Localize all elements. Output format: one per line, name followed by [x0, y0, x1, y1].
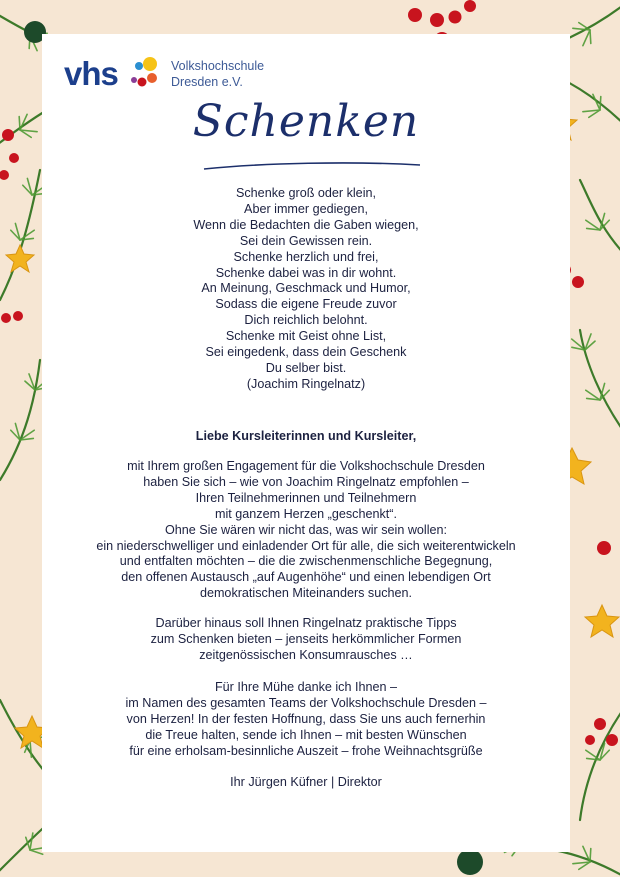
paragraph-line: von Herzen! In der festen Hoffnung, dass Sie uns auch fernerhin: [126, 711, 486, 726]
poem-author: (Joachim Ringelnatz): [246, 376, 366, 391]
vhs-logo-mark: vhs: [64, 55, 118, 92]
paragraph-line: mit ganzem Herzen „geschenkt“.: [215, 506, 397, 521]
paragraph-line: Darüber hinaus soll Ihnen Ringelnatz praktische Tipps: [155, 616, 457, 630]
poem-line: Aber immer gediegen,: [244, 201, 368, 216]
poem-line: Schenke mit Geist ohne List,: [225, 329, 387, 344]
paragraph-line: zeitgenössischen Konsumrausches …: [199, 647, 413, 662]
paragraph-line: und entfalten möchten – die die zwischenmenschliche Begegnung,: [119, 554, 493, 569]
logo-dots-icon: [126, 54, 166, 94]
poem-line: Schenke herzlich und frei,: [233, 249, 379, 264]
poem-line: Schenke groß oder klein,: [235, 186, 376, 200]
paragraph-line: die Treue halten, sende ich Ihnen – mit besten Wünschen: [145, 727, 467, 742]
poem-line: Wenn die Bedachten die Gaben wiegen,: [193, 217, 419, 232]
paragraph-line: Ohne Sie wären wir nicht das, was wir sein wollen:: [164, 522, 448, 537]
paragraph-line: haben Sie sich – wie von Joachim Ringelnatz empfohlen –: [143, 474, 469, 489]
poem: [42, 186, 570, 393]
star-icon: [6, 245, 34, 272]
poem-line: Sodass die eigene Freude zuvor: [215, 297, 397, 312]
signature: Ihr Jürgen Küfner | Direktor: [230, 775, 382, 789]
title-swash: [202, 159, 422, 173]
paragraph-2: [42, 616, 570, 664]
letter-card: [42, 34, 570, 852]
page-title: Schenken: [192, 96, 420, 147]
paragraph-line: demokratischen Miteinanders suchen.: [199, 586, 413, 601]
paragraph-line: zum Schenken bieten – jenseits herkömmlicher Formen: [150, 631, 462, 646]
greeting: Liebe Kursleiterinnen und Kursleiter,: [195, 429, 417, 443]
paragraph-line: den offenen Austausch „auf Augenhöhe“ und einen lebendigen Ort: [121, 570, 491, 585]
logo-name-line2: Dresden e.V.: [171, 75, 243, 89]
paragraph-1: [42, 459, 570, 602]
poem-line: Dich reichlich belohnt.: [244, 313, 368, 328]
logo-name-line1: Volkshochschule: [171, 59, 265, 73]
paragraph-3: [42, 680, 570, 760]
poem-line: An Meinung, Geschmack und Humor,: [201, 281, 411, 296]
poem-line: Schenke dabei was in dir wohnt.: [215, 265, 397, 280]
poem-line: Sei dein Gewissen rein.: [239, 233, 373, 248]
paragraph-line: für eine erholsam-besinnliche Auszeit – frohe Weihnachtsgrüße: [129, 743, 483, 758]
paragraph-line: mit Ihrem großen Engagement für die Volkshochschule Dresden: [127, 459, 485, 473]
star-icon: [585, 605, 619, 637]
paragraph-line: Für Ihre Mühe danke ich Ihnen –: [214, 680, 398, 694]
poem-line: Du selber bist.: [265, 360, 347, 375]
poem-line: Sei eingedenk, dass dein Geschenk: [205, 345, 407, 360]
paragraph-line: Ihren Teilnehmerinnen und Teilnehmern: [195, 490, 417, 505]
paragraph-line: ein niederschwelliger und einladender Ort für alle, die sich weiterentwickeln: [96, 538, 516, 553]
paragraph-line: im Namen des gesamten Teams der Volkshochschule Dresden –: [125, 695, 487, 710]
